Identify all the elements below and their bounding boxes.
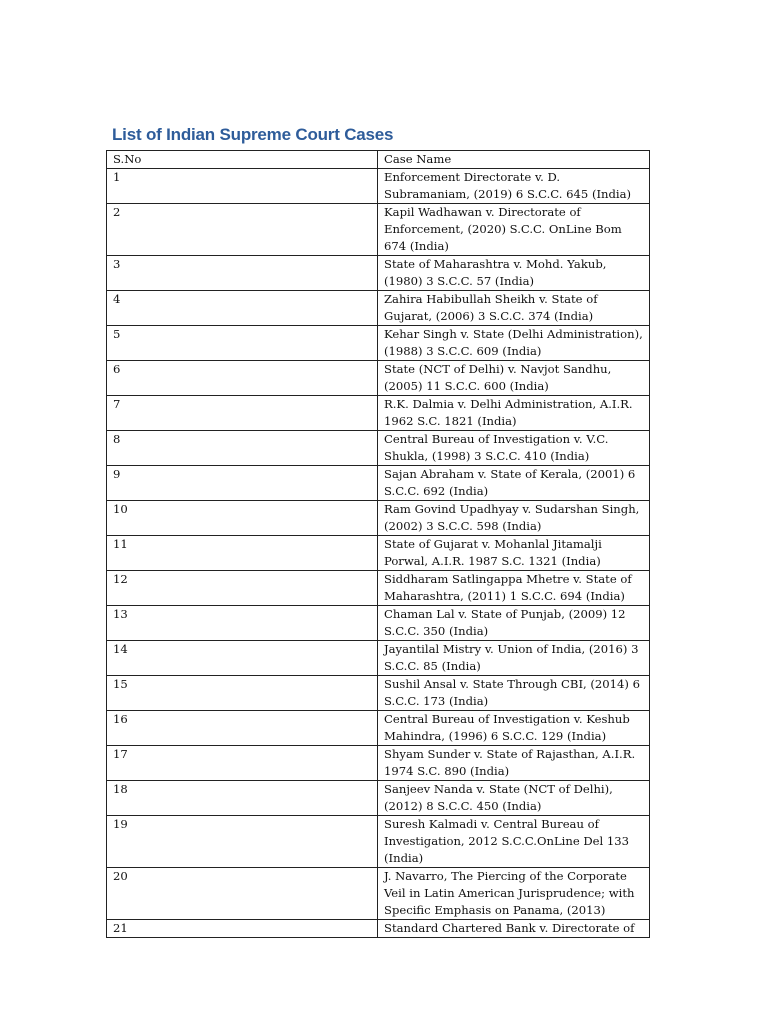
case-name-line: Chaman Lal v. State of Punjab, (2009) 12 — [384, 607, 626, 621]
column-header-case-name: Case Name — [378, 151, 650, 169]
case-name-line: Siddharam Satlingappa Mhetre v. State of — [384, 572, 632, 586]
case-name-line: Shyam Sunder v. State of Rajasthan, A.I.R. — [384, 747, 636, 761]
case-name-cell — [378, 536, 650, 571]
case-name-line: Porwal, A.I.R. 1987 S.C. 1321 (India) — [384, 554, 601, 568]
case-name-cell — [378, 711, 650, 746]
case-name-line: S.C.C. 350 (India) — [384, 624, 489, 638]
column-header-sno: S.No — [107, 151, 378, 169]
serial-number-cell: 6 — [107, 361, 378, 396]
case-name-line: S.C.C. 173 (India) — [384, 694, 489, 708]
case-name-cell — [378, 571, 650, 606]
case-name-cell — [378, 920, 650, 938]
case-name-line: (2012) 8 S.C.C. 450 (India) — [384, 799, 542, 813]
case-name-line: State of Maharashtra v. Mohd. Yakub, — [384, 257, 607, 271]
serial-number-cell: 17 — [107, 746, 378, 781]
case-name-line: Subramaniam, (2019) 6 S.C.C. 645 (India) — [384, 187, 632, 201]
case-name-line: (1988) 3 S.C.C. 609 (India) — [384, 344, 542, 358]
table-row — [107, 326, 650, 361]
table-row — [107, 641, 650, 676]
serial-number-cell: 1 — [107, 169, 378, 204]
table-row — [107, 431, 650, 466]
case-name-line: Investigation, 2012 S.C.C.OnLine Del 133 — [384, 834, 630, 848]
serial-number-cell: 2 — [107, 204, 378, 256]
case-name-line: (2002) 3 S.C.C. 598 (India) — [384, 519, 542, 533]
case-name-line: Central Bureau of Investigation v. V.C. — [384, 432, 609, 446]
case-name-line: 1974 S.C. 890 (India) — [384, 764, 510, 778]
case-name-line: Standard Chartered Bank v. Directorate of — [384, 921, 635, 935]
document-title: List of Indian Supreme Court Cases — [112, 125, 394, 144]
table-row — [107, 571, 650, 606]
case-name-cell — [378, 816, 650, 868]
case-name-line: 1962 S.C. 1821 (India) — [384, 414, 517, 428]
serial-number-cell: 13 — [107, 606, 378, 641]
case-name-cell — [378, 326, 650, 361]
case-name-line: Maharashtra, (2011) 1 S.C.C. 694 (India) — [384, 589, 625, 603]
case-name-line: Sanjeev Nanda v. State (NCT of Delhi), — [384, 782, 613, 796]
case-name-line: Jayantilal Mistry v. Union of India, (2016) 3 — [384, 642, 639, 656]
case-name-line: Veil in Latin American Jurisprudence; with — [384, 886, 635, 900]
serial-number-cell: 3 — [107, 256, 378, 291]
table-row — [107, 256, 650, 291]
case-name-line: (1980) 3 S.C.C. 57 (India) — [384, 274, 535, 288]
serial-number-cell: 19 — [107, 816, 378, 868]
case-name-cell — [378, 291, 650, 326]
serial-number-cell: 12 — [107, 571, 378, 606]
case-name-line: Kapil Wadhawan v. Directorate of — [384, 205, 581, 219]
case-name-line: Kehar Singh v. State (Delhi Administration), — [384, 327, 643, 341]
serial-number-cell: 7 — [107, 396, 378, 431]
table-row — [107, 536, 650, 571]
case-name-line: (2005) 11 S.C.C. 600 (India) — [384, 379, 549, 393]
case-name-cell — [378, 431, 650, 466]
case-name-cell — [378, 204, 650, 256]
case-name-line: J. Navarro, The Piercing of the Corporate — [384, 869, 627, 883]
serial-number-cell: 9 — [107, 466, 378, 501]
table-row — [107, 501, 650, 536]
case-name-line: Mahindra, (1996) 6 S.C.C. 129 (India) — [384, 729, 607, 743]
table-row — [107, 169, 650, 204]
case-name-line: Suresh Kalmadi v. Central Bureau of — [384, 817, 599, 831]
case-name-cell — [378, 256, 650, 291]
table-row — [107, 868, 650, 920]
table-row — [107, 361, 650, 396]
table-header-row — [107, 151, 650, 169]
serial-number-cell: 16 — [107, 711, 378, 746]
case-name-line: 674 (India) — [384, 239, 449, 253]
table-row — [107, 711, 650, 746]
case-name-line: Ram Govind Upadhyay v. Sudarshan Singh, — [384, 502, 640, 516]
case-name-line: Central Bureau of Investigation v. Keshub — [384, 712, 630, 726]
case-name-cell — [378, 396, 650, 431]
case-name-cell — [378, 606, 650, 641]
table-body — [107, 169, 650, 938]
serial-number-cell: 10 — [107, 501, 378, 536]
case-name-cell — [378, 169, 650, 204]
case-name-line: Gujarat, (2006) 3 S.C.C. 374 (India) — [384, 309, 594, 323]
case-name-cell — [378, 501, 650, 536]
case-name-line: State (NCT of Delhi) v. Navjot Sandhu, — [384, 362, 612, 376]
case-name-cell — [378, 868, 650, 920]
table-row — [107, 396, 650, 431]
case-name-cell — [378, 781, 650, 816]
serial-number-cell: 21 — [107, 920, 378, 938]
case-name-line: State of Gujarat v. Mohanlal Jitamalji — [384, 537, 602, 551]
table-row — [107, 781, 650, 816]
case-name-line: Zahira Habibullah Sheikh v. State of — [384, 292, 598, 306]
case-name-line: Enforcement, (2020) S.C.C. OnLine Bom — [384, 222, 622, 236]
case-name-line: Shukla, (1998) 3 S.C.C. 410 (India) — [384, 449, 590, 463]
serial-number-cell: 4 — [107, 291, 378, 326]
case-name-line: S.C.C. 692 (India) — [384, 484, 489, 498]
serial-number-cell: 14 — [107, 641, 378, 676]
serial-number-cell: 20 — [107, 868, 378, 920]
case-name-line: Sajan Abraham v. State of Kerala, (2001) 6 — [384, 467, 636, 481]
table-row — [107, 291, 650, 326]
case-name-line: Specific Emphasis on Panama, (2013) — [384, 903, 606, 917]
table-row — [107, 920, 650, 938]
serial-number-cell: 18 — [107, 781, 378, 816]
serial-number-cell: 8 — [107, 431, 378, 466]
case-name-cell — [378, 361, 650, 396]
case-name-cell — [378, 676, 650, 711]
case-name-line: Sushil Ansal v. State Through CBI, (2014) 6 — [384, 677, 641, 691]
case-name-line: S.C.C. 85 (India) — [384, 659, 481, 673]
table-row — [107, 746, 650, 781]
case-name-cell — [378, 641, 650, 676]
cases-table — [106, 150, 650, 938]
case-name-line: Enforcement Directorate v. D. — [384, 170, 561, 184]
table-row — [107, 204, 650, 256]
case-name-line: (India) — [384, 851, 424, 865]
table-row — [107, 606, 650, 641]
serial-number-cell: 11 — [107, 536, 378, 571]
case-name-cell — [378, 746, 650, 781]
case-name-line: R.K. Dalmia v. Delhi Administration, A.I.R. — [384, 397, 633, 411]
case-name-cell — [378, 466, 650, 501]
table-row — [107, 466, 650, 501]
serial-number-cell: 5 — [107, 326, 378, 361]
table-row — [107, 676, 650, 711]
table-row — [107, 816, 650, 868]
serial-number-cell: 15 — [107, 676, 378, 711]
